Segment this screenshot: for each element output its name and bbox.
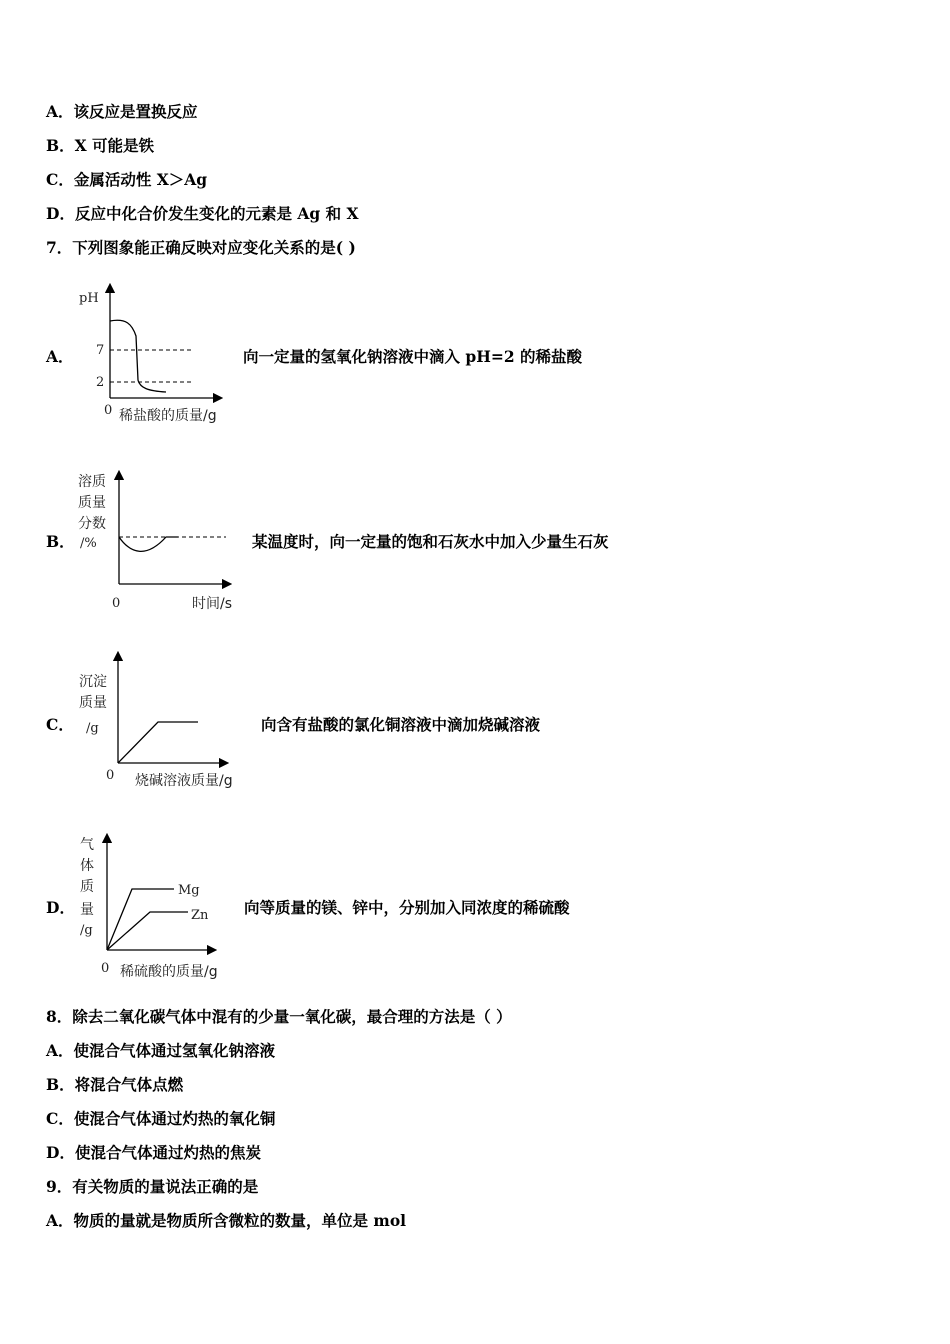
q7-option-a-desc: 向一定量的氢氧化钠溶液中滴入 pH=2 的稀盐酸 <box>243 347 583 366</box>
q7-stem: 7．下列图象能正确反映对应变化关系的是( ) <box>46 238 356 257</box>
q7-option-b-desc: 某温度时，向一定量的饱和石灰水中加入少量生石灰 <box>252 532 609 551</box>
q7a-xlabel: 稀盐酸的质量/g <box>119 408 217 424</box>
q7a-ylabel: pH <box>79 291 99 306</box>
q7b-ylabel-3: 分数 <box>78 516 106 532</box>
q8-option-d: D．使混合气体通过灼热的焦炭 <box>46 1143 261 1162</box>
q7c-origin: 0 <box>106 768 115 783</box>
q9-stem: 9．有关物质的量说法正确的是 <box>46 1177 259 1196</box>
q7c-ylabel-3: /g <box>86 721 99 736</box>
q7c-ylabel-1: 沉淀 <box>79 674 107 690</box>
q7-graph-d <box>70 830 250 985</box>
q7d-ylabel-3: 质 <box>80 879 94 895</box>
q8-option-a: A．使混合气体通过氢氧化钠溶液 <box>46 1041 276 1060</box>
q9-option-a: A．物质的量就是物质所含微粒的数量，单位是 mol <box>46 1211 407 1230</box>
q7a-tick-7: 7 <box>96 343 105 358</box>
q7c-ylabel-2: 质量 <box>79 695 107 711</box>
q8-option-c: C．使混合气体通过灼热的氧化铜 <box>46 1109 276 1128</box>
q8-stem: 8．除去二氧化碳气体中混有的少量一氧化碳，最合理的方法是（ ） <box>46 1007 512 1026</box>
q7d-label-mg: Mg <box>178 883 200 898</box>
q7a-curve <box>110 320 166 392</box>
q7-option-a-letter: A． <box>46 347 74 366</box>
q7d-line-zn <box>107 912 188 950</box>
q7-graph-c <box>70 650 260 795</box>
q7b-ylabel-1: 溶质 <box>78 474 106 490</box>
q7-graph-a <box>70 280 250 430</box>
q7c-line <box>118 722 198 763</box>
q7d-xlabel: 稀硫酸的质量/g <box>120 964 218 980</box>
q7d-origin: 0 <box>101 961 110 976</box>
q7d-ylabel-5: /g <box>80 923 93 938</box>
q6-option-c: C．金属活动性 X＞Ag <box>46 170 208 189</box>
q7a-origin: 0 <box>104 403 113 418</box>
q7d-ylabel-2: 体 <box>80 858 94 874</box>
q7d-label-zn: Zn <box>191 908 209 923</box>
q7-graph-b <box>70 465 260 620</box>
q8-option-b: B．将混合气体点燃 <box>46 1075 184 1094</box>
q7b-xlabel: 时间/s <box>192 596 233 612</box>
q7-option-c-desc: 向含有盐酸的氯化铜溶液中滴加烧碱溶液 <box>261 715 541 734</box>
q7d-ylabel-1: 气 <box>80 837 94 853</box>
q7b-ylabel-2: 质量 <box>78 495 106 511</box>
q7-option-c-letter: C． <box>46 715 74 734</box>
q7-option-b-letter: B． <box>46 532 75 551</box>
q6-option-d: D．反应中化合价发生变化的元素是 Ag 和 X <box>46 204 359 223</box>
q6-option-b: B．X 可能是铁 <box>46 136 155 155</box>
q7b-curve <box>119 537 178 551</box>
q6-option-a: A．该反应是置换反应 <box>46 102 198 121</box>
q7a-tick-2: 2 <box>96 375 105 390</box>
q7d-ylabel-4: 量 <box>80 902 94 918</box>
q7b-ylabel-4: /% <box>80 536 97 551</box>
q7c-xlabel: 烧碱溶液质量/g <box>135 773 233 789</box>
q7-option-d-desc: 向等质量的镁、锌中，分别加入同浓度的稀硫酸 <box>244 898 570 917</box>
q7b-origin: 0 <box>112 596 121 611</box>
q7-option-d-letter: D． <box>46 898 75 917</box>
